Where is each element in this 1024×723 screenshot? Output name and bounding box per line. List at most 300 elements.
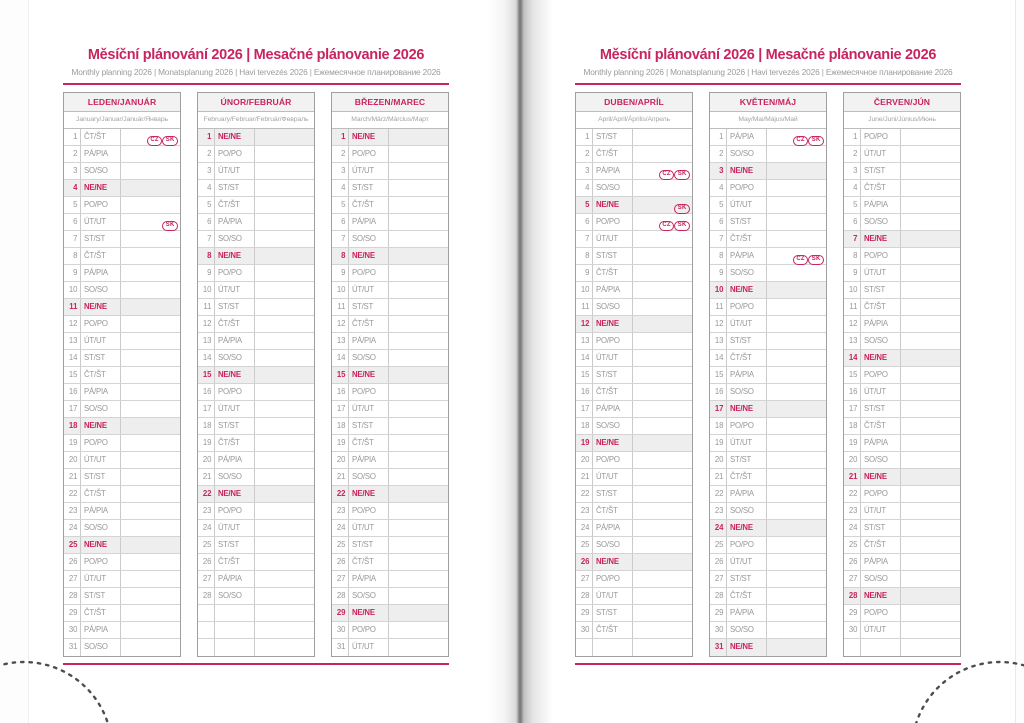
day-number: 18 (710, 418, 727, 434)
day-number: 16 (64, 384, 81, 400)
day-number: 6 (576, 214, 593, 230)
day-number (844, 639, 861, 656)
day-row (710, 146, 826, 163)
notes-cell (633, 333, 692, 349)
day-row (710, 435, 826, 452)
weekday-label: ÚT/UT (215, 282, 255, 298)
day-number: 24 (64, 520, 81, 536)
weekday-label: ČT/ŠT (349, 197, 389, 213)
notes-cell (767, 180, 826, 196)
notes-cell (389, 435, 448, 451)
weekday-label: ČT/ŠT (727, 469, 767, 485)
day-row (198, 163, 314, 180)
notes-cell (389, 180, 448, 196)
day-row (332, 486, 448, 503)
weekday-label: NE/NE (727, 639, 767, 656)
holiday-badge-sk: SK (162, 221, 178, 231)
notes-cell (121, 384, 180, 400)
day-number: 31 (332, 639, 349, 656)
day-row (576, 639, 692, 656)
day-row (332, 129, 448, 146)
day-row (64, 537, 180, 554)
notes-cell (255, 622, 314, 638)
day-number: 20 (332, 452, 349, 468)
weekday-label: ČT/ŠT (215, 554, 255, 570)
weekday-label: NE/NE (349, 129, 389, 145)
day-number: 13 (198, 333, 215, 349)
weekday-label: NE/NE (861, 588, 901, 604)
day-number: 21 (332, 469, 349, 485)
day-number: 12 (198, 316, 215, 332)
weekday-label: PÁ/PIA (215, 571, 255, 587)
day-row (332, 520, 448, 537)
day-row (710, 163, 826, 180)
day-row (198, 503, 314, 520)
day-row (332, 316, 448, 333)
weekday-label: PÁ/PIA (81, 265, 121, 281)
weekday-label: PÁ/PIA (215, 214, 255, 230)
weekday-label: NE/NE (727, 282, 767, 298)
notes-cell (767, 316, 826, 332)
weekday-label: PO/PO (215, 146, 255, 162)
bottom-rule (63, 663, 449, 665)
weekday-label: PO/PO (593, 452, 633, 468)
page-subtitle: Monthly planning 2026 | Monatsplanung 2026 | Havi tervezés 2026 | Ежемесячное планирование 2026 (583, 67, 953, 77)
notes-cell (121, 639, 180, 656)
notes-cell (121, 180, 180, 196)
day-row (710, 503, 826, 520)
day-number: 22 (332, 486, 349, 502)
page-subtitle: Monthly planning 2026 | Monatsplanung 2026 | Havi tervezés 2026 | Ежемесячное планирование 2026 (71, 67, 441, 77)
weekday-label: ČT/ŠT (349, 316, 389, 332)
day-number: 18 (64, 418, 81, 434)
day-row (576, 146, 692, 163)
notes-cell (633, 384, 692, 400)
weekday-label: PÁ/PIA (727, 367, 767, 383)
day-row (198, 299, 314, 316)
day-number: 25 (844, 537, 861, 553)
page-left (28, 0, 505, 723)
weekday-label: PÁ/PIA (593, 520, 633, 536)
notes-cell (389, 520, 448, 536)
day-row (710, 639, 826, 656)
day-number: 10 (710, 282, 727, 298)
day-number (576, 639, 593, 656)
day-number: 15 (198, 367, 215, 383)
notes-cell (633, 605, 692, 621)
day-number: 20 (198, 452, 215, 468)
day-number: 1 (710, 129, 727, 145)
day-number: 29 (844, 605, 861, 621)
notes-cell (389, 282, 448, 298)
day-row (332, 469, 448, 486)
weekday-label: ÚT/UT (349, 163, 389, 179)
day-row (710, 418, 826, 435)
day-row (64, 503, 180, 520)
weekday-label: ÚT/UT (349, 401, 389, 417)
day-row (332, 588, 448, 605)
weekday-label: PO/PO (593, 333, 633, 349)
month-languages: May/Mai/Május/Май (710, 112, 826, 129)
day-row (64, 350, 180, 367)
day-number: 9 (576, 265, 593, 281)
notes-cell (389, 588, 448, 604)
weekday-label: ČT/ŠT (593, 146, 633, 162)
day-row (710, 486, 826, 503)
month-day-rows (198, 129, 314, 656)
notes-cell (901, 214, 960, 230)
weekday-label: SO/SO (861, 452, 901, 468)
notes-cell (767, 299, 826, 315)
weekday-label: ÚT/UT (349, 520, 389, 536)
day-row (332, 435, 448, 452)
notes-cell (255, 333, 314, 349)
day-number: 8 (332, 248, 349, 264)
notes-cell (633, 401, 692, 417)
notes-cell (389, 350, 448, 366)
notes-cell (901, 248, 960, 264)
day-number: 5 (332, 197, 349, 213)
day-row (332, 163, 448, 180)
day-row (576, 197, 692, 214)
day-row (198, 180, 314, 197)
notes-cell (121, 401, 180, 417)
notes-cell (255, 503, 314, 519)
month-table (575, 92, 693, 657)
weekday-label: ČT/ŠT (593, 384, 633, 400)
notes-cell (255, 571, 314, 587)
day-number: 17 (710, 401, 727, 417)
day-row (332, 401, 448, 418)
notes-cell (389, 622, 448, 638)
day-number: 8 (710, 248, 727, 264)
day-number: 19 (332, 435, 349, 451)
day-row (710, 537, 826, 554)
weekday-label: ÚT/UT (727, 197, 767, 213)
notes-cell (633, 299, 692, 315)
day-number: 14 (710, 350, 727, 366)
day-row (64, 231, 180, 248)
notes-cell (633, 520, 692, 536)
notes-cell (901, 435, 960, 451)
notes-cell (767, 537, 826, 553)
notes-cell (121, 367, 180, 383)
day-number: 22 (576, 486, 593, 502)
day-number: 19 (64, 435, 81, 451)
day-row (64, 520, 180, 537)
notes-cell (121, 282, 180, 298)
holiday-badges (674, 196, 690, 214)
weekday-label: ÚT/UT (861, 622, 901, 638)
notes-cell (255, 299, 314, 315)
weekday-label: ST/ST (81, 231, 121, 247)
day-number: 30 (710, 622, 727, 638)
weekday-label: SO/SO (349, 231, 389, 247)
months-row (63, 92, 449, 657)
weekday-label: ČT/ŠT (349, 554, 389, 570)
day-number: 11 (844, 299, 861, 315)
notes-cell (389, 503, 448, 519)
day-number: 28 (710, 588, 727, 604)
day-row (576, 163, 692, 180)
notes-cell (901, 163, 960, 179)
notes-cell (901, 520, 960, 536)
day-number: 2 (198, 146, 215, 162)
holiday-badge-cz: CZ (793, 255, 808, 265)
day-number: 27 (332, 571, 349, 587)
day-row (332, 197, 448, 214)
weekday-label: PO/PO (215, 265, 255, 281)
notes-cell (901, 197, 960, 213)
weekday-label: NE/NE (81, 180, 121, 196)
day-number: 9 (710, 265, 727, 281)
day-row (198, 333, 314, 350)
day-number: 13 (64, 333, 81, 349)
day-row (844, 163, 960, 180)
month-languages: March/März/Március/Март (332, 112, 448, 129)
weekday-label: SO/SO (861, 333, 901, 349)
notes-cell (901, 622, 960, 638)
day-number: 10 (64, 282, 81, 298)
day-row (332, 299, 448, 316)
day-number: 8 (844, 248, 861, 264)
day-row (64, 435, 180, 452)
day-row (198, 486, 314, 503)
weekday-label: ČT/ŠT (215, 197, 255, 213)
notes-cell (121, 299, 180, 315)
weekday-label: PO/PO (215, 384, 255, 400)
day-number: 19 (710, 435, 727, 451)
notes-cell (389, 265, 448, 281)
day-number: 8 (198, 248, 215, 264)
day-number: 13 (332, 333, 349, 349)
notes-cell (901, 129, 960, 145)
day-row (64, 384, 180, 401)
day-number: 25 (198, 537, 215, 553)
day-number: 14 (332, 350, 349, 366)
day-number: 28 (844, 588, 861, 604)
notes-cell (255, 537, 314, 553)
weekday-label: ST/ST (593, 486, 633, 502)
weekday-label: ÚT/UT (593, 469, 633, 485)
weekday-label: ST/ST (349, 418, 389, 434)
weekday-label: ST/ST (861, 163, 901, 179)
month-day-rows (844, 129, 960, 656)
weekday-label: SO/SO (861, 571, 901, 587)
notes-cell (389, 571, 448, 587)
day-row (710, 333, 826, 350)
day-row (64, 554, 180, 571)
day-number: 20 (576, 452, 593, 468)
notes-cell (389, 333, 448, 349)
day-row (198, 384, 314, 401)
day-row (844, 520, 960, 537)
day-number: 11 (710, 299, 727, 315)
day-row (844, 350, 960, 367)
notes-cell (255, 469, 314, 485)
day-number: 18 (576, 418, 593, 434)
day-number: 4 (332, 180, 349, 196)
day-number: 26 (576, 554, 593, 570)
notes-cell (121, 265, 180, 281)
weekday-label: NE/NE (593, 197, 633, 213)
notes-cell (255, 146, 314, 162)
weekday-label: ČT/ŠT (81, 486, 121, 502)
day-number: 18 (844, 418, 861, 434)
notes-cell (255, 231, 314, 247)
day-number: 25 (576, 537, 593, 553)
weekday-label: ČT/ŠT (215, 435, 255, 451)
weekday-label: PO/PO (81, 435, 121, 451)
day-number: 22 (198, 486, 215, 502)
month-table (709, 92, 827, 657)
month-languages: April/April/Április/Апрель (576, 112, 692, 129)
notes-cell (255, 265, 314, 281)
weekday-label: ČT/ŠT (81, 605, 121, 621)
notes-cell (255, 520, 314, 536)
day-number: 9 (198, 265, 215, 281)
weekday-label: PÁ/PIA (81, 503, 121, 519)
notes-cell (255, 588, 314, 604)
day-row (844, 469, 960, 486)
day-number: 22 (710, 486, 727, 502)
notes-cell (389, 554, 448, 570)
notes-cell (633, 486, 692, 502)
weekday-label: NE/NE (593, 316, 633, 332)
day-number: 12 (576, 316, 593, 332)
day-number: 5 (198, 197, 215, 213)
day-row (844, 588, 960, 605)
notes-cell (901, 316, 960, 332)
holiday-badge-cz: CZ (659, 221, 674, 231)
day-number: 31 (64, 639, 81, 656)
day-number: 15 (64, 367, 81, 383)
day-row (332, 282, 448, 299)
day-row (844, 486, 960, 503)
day-row (844, 401, 960, 418)
day-number: 2 (332, 146, 349, 162)
day-number: 25 (64, 537, 81, 553)
page-right (519, 0, 1016, 723)
weekday-label: ÚT/UT (349, 639, 389, 656)
notes-cell (389, 299, 448, 315)
day-number: 16 (198, 384, 215, 400)
day-number: 5 (64, 197, 81, 213)
top-rule (63, 83, 449, 85)
day-row (576, 231, 692, 248)
day-number: 18 (332, 418, 349, 434)
day-number: 10 (576, 282, 593, 298)
day-number: 24 (332, 520, 349, 536)
weekday-label: PÁ/PIA (727, 129, 767, 145)
day-number: 11 (332, 299, 349, 315)
weekday-label: ST/ST (215, 299, 255, 315)
day-row (332, 452, 448, 469)
day-number: 8 (64, 248, 81, 264)
day-row (576, 214, 692, 231)
notes-cell (767, 214, 826, 230)
day-row (844, 418, 960, 435)
weekday-label: ČT/ŠT (593, 622, 633, 638)
notes-cell (121, 503, 180, 519)
day-row (844, 571, 960, 588)
day-number: 16 (576, 384, 593, 400)
weekday-label (861, 639, 901, 656)
day-row (332, 622, 448, 639)
holiday-badges (659, 213, 690, 231)
weekday-label: NE/NE (727, 401, 767, 417)
weekday-label: SO/SO (215, 350, 255, 366)
weekday-label: ČT/ŠT (81, 367, 121, 383)
notes-cell (901, 571, 960, 587)
notes-cell (255, 197, 314, 213)
weekday-label: ČT/ŠT (593, 503, 633, 519)
day-row (710, 367, 826, 384)
month-name: LEDEN/JANUÁR (64, 93, 180, 112)
weekday-label: ÚT/UT (81, 452, 121, 468)
weekday-label: SO/SO (593, 180, 633, 196)
weekday-label: SO/SO (727, 146, 767, 162)
notes-cell (389, 384, 448, 400)
day-number: 3 (576, 163, 593, 179)
notes-cell (901, 180, 960, 196)
notes-cell (389, 639, 448, 656)
notes-cell (767, 367, 826, 383)
weekday-label: SO/SO (215, 588, 255, 604)
notes-cell (389, 248, 448, 264)
day-number: 5 (844, 197, 861, 213)
weekday-label: SO/SO (349, 350, 389, 366)
day-row (198, 452, 314, 469)
day-number: 2 (710, 146, 727, 162)
day-row (576, 588, 692, 605)
weekday-label: NE/NE (349, 367, 389, 383)
notes-cell (121, 163, 180, 179)
day-number: 15 (332, 367, 349, 383)
day-number: 6 (844, 214, 861, 230)
month-languages: June/Juni/Június/Июнь (844, 112, 960, 129)
notes-cell (767, 469, 826, 485)
day-row (710, 214, 826, 231)
weekday-label: ST/ST (593, 248, 633, 264)
day-number: 4 (64, 180, 81, 196)
notes-cell (767, 248, 826, 264)
notes-cell (901, 418, 960, 434)
day-row (64, 401, 180, 418)
day-row (844, 537, 960, 554)
day-row (710, 588, 826, 605)
day-number: 29 (710, 605, 727, 621)
weekday-label: ÚT/UT (349, 282, 389, 298)
weekday-label: ČT/ŠT (349, 435, 389, 451)
holiday-badge-sk: SK (674, 170, 690, 180)
month-name: KVĚTEN/MÁJ (710, 93, 826, 112)
weekday-label: ÚT/UT (727, 435, 767, 451)
weekday-label: NE/NE (349, 605, 389, 621)
day-row (64, 639, 180, 656)
notes-cell (901, 146, 960, 162)
notes-cell (767, 401, 826, 417)
notes-cell (633, 316, 692, 332)
day-number: 17 (576, 401, 593, 417)
weekday-label: PO/PO (593, 571, 633, 587)
day-row (576, 180, 692, 197)
holiday-badges (147, 128, 178, 146)
weekday-label: ČT/ŠT (727, 588, 767, 604)
day-number: 14 (198, 350, 215, 366)
weekday-label: SO/SO (81, 163, 121, 179)
notes-cell (901, 231, 960, 247)
